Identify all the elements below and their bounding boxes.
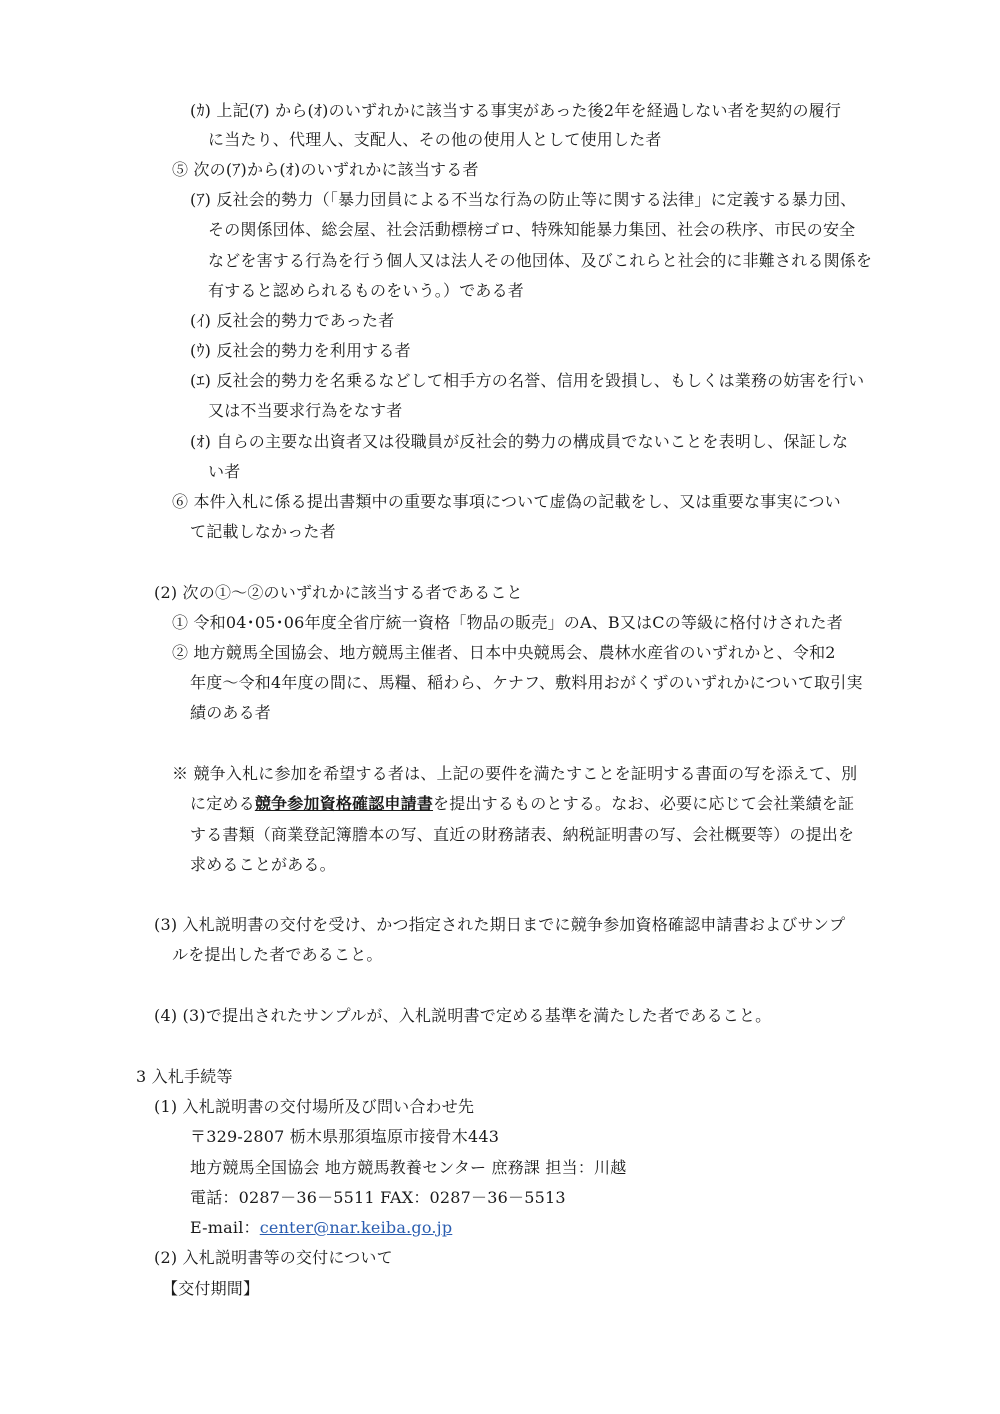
note-line1: ※ 競争入札に参加を希望する者は、上記の要件を満たすことを証明する書面の写を添えて、別 — [172, 764, 858, 783]
note-line2-suffix: を提出するものとする。なお、必要に応じて会社業績を証 — [433, 794, 855, 813]
distribution-period-label: 【交付期間】 — [162, 1279, 260, 1298]
item-e-line1: (ｴ) 反社会的勢力を名乗るなどして相手方の名誉、信用を毀損し、もしくは業務の妨害を行い — [190, 371, 865, 390]
section-2-heading: (2) 次の①～②のいずれかに該当する者であること — [154, 583, 523, 602]
item-a-line1: (ｱ) 反社会的勢力（「暴力団員による不当な行為の防止等に関する法律」に定義する暴力団、 — [190, 190, 857, 209]
contact-address: 〒329-2807 栃木県那須塩原市接骨木443 — [190, 1127, 500, 1146]
section-2-item-2-line3: 績のある者 — [190, 703, 272, 722]
contact-email — [190, 1217, 452, 1239]
note-line2 — [190, 793, 854, 815]
email-link[interactable]: center@nar.keiba.go.jp — [259, 1218, 453, 1237]
item-6-line1: ⑥ 本件入札に係る提出書類中の重要な事項について虚偽の記載をし、又は重要な事実につい — [172, 492, 841, 511]
item-ka-line1: (ｶ) 上記(ｱ) から(ｵ)のいずれかに該当する事実があった後2年を経過しない者を契約の履行 — [190, 101, 842, 120]
subsection-1-heading: (1) 入札説明書の交付場所及び問い合わせ先 — [154, 1097, 475, 1116]
email-label: E-mail： — [190, 1218, 260, 1237]
item-a-line3: などを害する行為を行う個人又は法人その他団体、及びこれらと社会的に非難される関係を — [208, 251, 873, 270]
chapter-3-heading: 3 入札手続等 — [136, 1067, 233, 1086]
section-2-item-2-line2: 年度～令和4年度の間に、馬糧、稲わら、ケナフ、敷料用おがくずのいずれかについて取引実 — [190, 673, 863, 692]
section-3-line2: ルを提出した者であること。 — [172, 945, 383, 964]
note-line2-prefix: に定める — [190, 794, 255, 813]
item-u: (ｳ) 反社会的勢力を利用する者 — [190, 341, 411, 360]
item-5-heading: ⑤ 次の(ｱ)から(ｵ)のいずれかに該当する者 — [172, 160, 479, 179]
section-2-item-1: ① 令和04･05･06年度全省庁統一資格「物品の販売」のA、B又はCの等級に格付けされた者 — [172, 613, 843, 632]
contact-phone-fax: 電話：0287－36－5511 FAX：0287－36－5513 — [190, 1188, 566, 1207]
item-e-line2: 又は不当要求行為をなす者 — [208, 401, 403, 420]
item-ka-line2: に当たり、代理人、支配人、その他の使用人として使用した者 — [208, 130, 662, 149]
item-6-line2: て記載しなかった者 — [190, 522, 336, 541]
item-a-line2: その関係団体、総会屋、社会活動標榜ゴロ、特殊知能暴力集団、社会の秩序、市民の安全 — [208, 220, 856, 239]
section-4: (4) (3)で提出されたサンプルが、入札説明書で定める基準を満たした者であること。 — [154, 1006, 772, 1025]
note-line3: する書類（商業登記簿謄本の写、直近の財務諸表、納税証明書の写、会社概要等）の提出を — [190, 825, 855, 844]
section-3-line1: (3) 入札説明書の交付を受け、かつ指定された期日までに競争参加資格確認申請書およびサンプ — [154, 915, 846, 934]
item-o-line1: (ｵ) 自らの主要な出資者又は役職員が反社会的勢力の構成員でないことを表明し、保証しな — [190, 432, 849, 451]
contact-organization: 地方競馬全国協会 地方競馬教養センター 庶務課 担当：川越 — [190, 1158, 627, 1177]
item-o-line2: い者 — [208, 462, 241, 481]
subsection-2-heading: (2) 入札説明書等の交付について — [154, 1248, 393, 1267]
note-line4: 求めることがある。 — [190, 855, 336, 874]
application-form-name: 競争参加資格確認申請書 — [254, 794, 434, 813]
item-a-line4: 有すると認められるものをいう。）である者 — [208, 281, 525, 300]
section-2-item-2-line1: ② 地方競馬全国協会、地方競馬主催者、日本中央競馬会、農林水産省のいずれかと、令和2 — [172, 643, 836, 662]
item-i: (ｲ) 反社会的勢力であった者 — [190, 311, 395, 330]
